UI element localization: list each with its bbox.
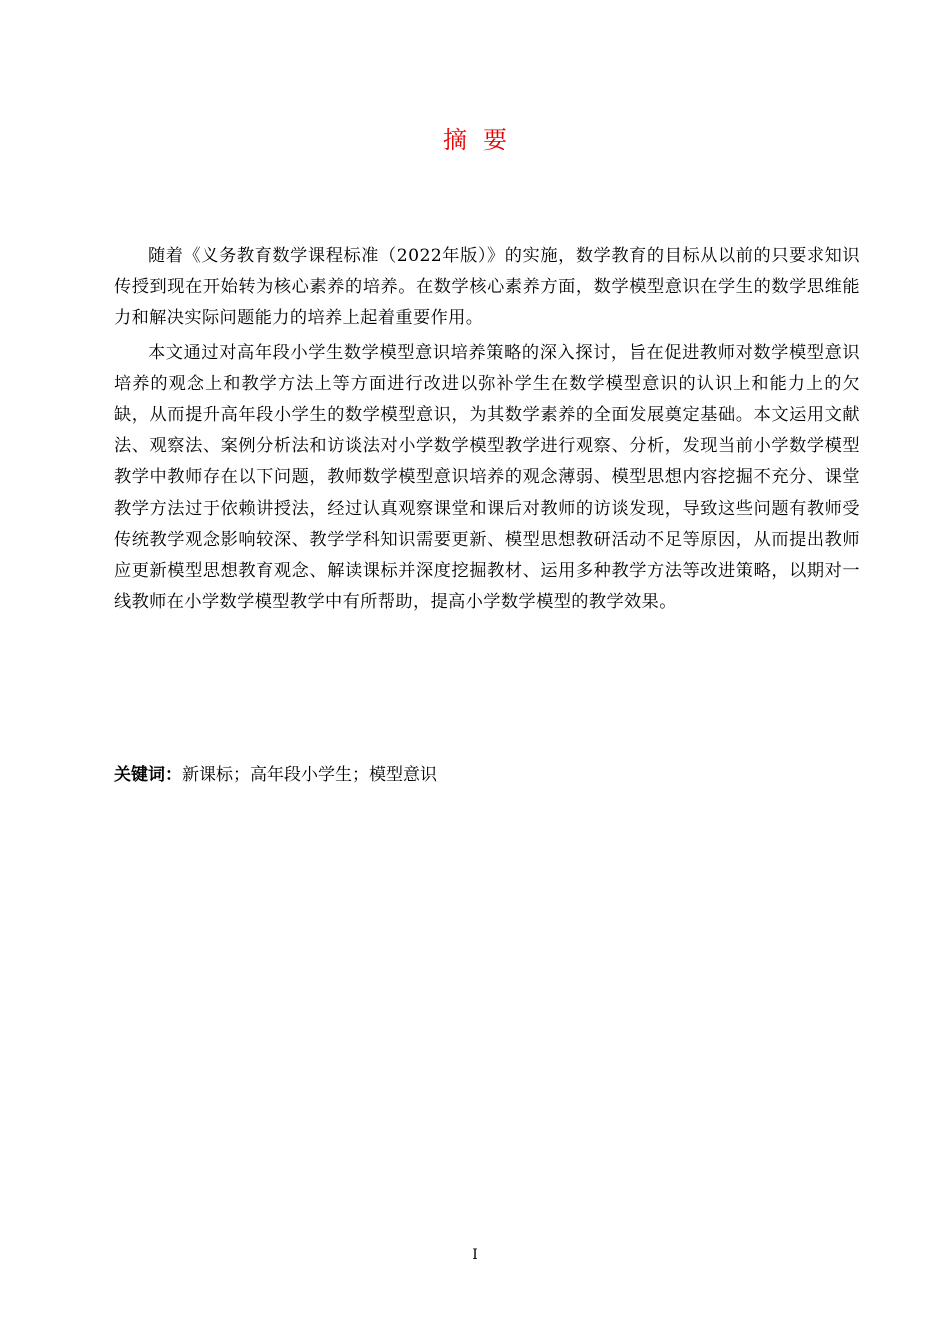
abstract-body [114, 241, 860, 621]
keywords-value: 新课标；高年段小学生；模型意识 [182, 765, 437, 785]
page-number: I [472, 1247, 478, 1263]
keywords-line [114, 760, 860, 790]
abstract-title: 摘要 [443, 126, 523, 154]
abstract-paragraph-2: 本文通过对高年段小学生数学模型意识培养策略的深入探讨，旨在促进教师对数学模型意识培养的观念上和教学方法上等方面进行改进以弥补学生在数学模型意识的认识上和能力上的欠缺，从而提升高年段小学生的数学模型意识，为其数学素养的全面发展奠定基础。本文运用文献法、观察法、案例分析法和访谈法对小学数学模型教学进行观察、分析，发现当前小学数学模型教学中教师存在以下问题，教师数学模型意识培养的观念薄弱、模型思想内容挖掘不充分、课堂教学方法过于依赖讲授法，经过认真观察课堂和课后对教师的访谈发现，导致这些问题有教师受传统教学观念影响较深、教学学科知识需要更新、模型思想教研活动不足等原因，从而提出教师应更新模型思想教育观念、解读课标并深度挖掘教材、运用多种教学方法等改进策略，以期对一线教师在小学数学模型教学中有所帮助，提高小学数学模型的教学效果。 [114, 342, 860, 613]
abstract-paragraph-1: 随着《义务教育数学课程标准（2022年版）》的实施，数学教育的目标从以前的只要求知识传授到现在开始转为核心素养的培养。在数学核心素养方面，数学模型意识在学生的数学思维能力和解决实际问题能力的培养上起着重要作用。 [114, 246, 860, 329]
keywords-label: 关键词： [114, 765, 182, 785]
